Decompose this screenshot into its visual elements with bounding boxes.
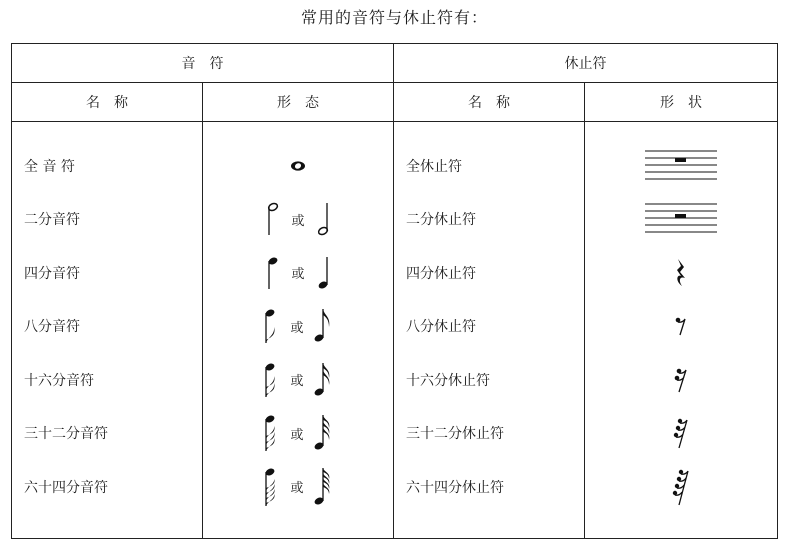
rest-name: 六十四分休止符 [406,479,504,496]
page-title: 常用的音符与休止符有： [300,8,488,27]
or-label: 或 [290,374,304,390]
rests-name-header: 名 称 [394,83,585,122]
or-label: 或 [291,267,305,283]
sixty-fourth-note-stem-up-icon [314,466,332,508]
note-name: 三十二分音符 [24,426,108,443]
eighth-note-stem-down-icon [264,307,280,345]
rest-name: 八分休止符 [406,319,476,336]
whole-note-icon [287,158,309,174]
notes-name-column [12,122,203,539]
quarter-note-stem-down-icon [267,255,281,291]
sixteenth-rest-icon [674,366,688,394]
note-name: 十六分音符 [24,372,94,389]
sixteenth-note-stem-down-icon [264,361,280,399]
eighth-note-stem-up-icon [314,307,332,345]
rest-name: 三十二分休止符 [406,426,504,443]
half-note-stem-up-icon [315,201,329,237]
notes-shape-column [203,122,394,539]
rests-group-header: 休止符 [394,44,778,83]
rest-name: 四分休止符 [406,265,476,282]
whole-rest-icon [645,148,717,184]
note-name: 六十四分音符 [24,479,108,496]
note-rest-table [11,43,778,539]
thirty-second-rest-icon [673,416,689,450]
or-label: 或 [290,481,304,497]
or-label: 或 [290,320,304,336]
notes-shape-header: 形 态 [203,83,394,122]
quarter-note-stem-up-icon [315,255,329,291]
notes-name-header: 名 称 [12,83,203,122]
sixty-fourth-note-stem-down-icon [264,466,280,508]
rests-name-column [394,122,585,539]
sixteenth-note-stem-up-icon [314,361,332,399]
rest-name: 十六分休止符 [406,372,490,389]
half-note-stem-down-icon [267,201,281,237]
thirty-second-note-stem-up-icon [314,413,332,453]
sixty-fourth-rest-icon [672,467,690,507]
note-name: 全 音 符 [24,158,75,175]
half-rest-icon [645,201,717,237]
rests-shape-header: 形 状 [585,83,778,122]
rests-shape-column [585,122,778,539]
eighth-rest-icon [675,315,687,337]
rest-name: 二分休止符 [406,212,476,229]
notes-group-header: 音 符 [12,44,394,83]
quarter-rest-icon [674,258,688,288]
or-label: 或 [290,427,304,443]
or-label: 或 [291,213,305,229]
note-name: 八分音符 [24,319,80,336]
rest-name: 全休止符 [406,158,462,175]
note-name: 二分音符 [24,212,80,229]
thirty-second-note-stem-down-icon [264,413,280,453]
note-name: 四分音符 [24,265,80,282]
